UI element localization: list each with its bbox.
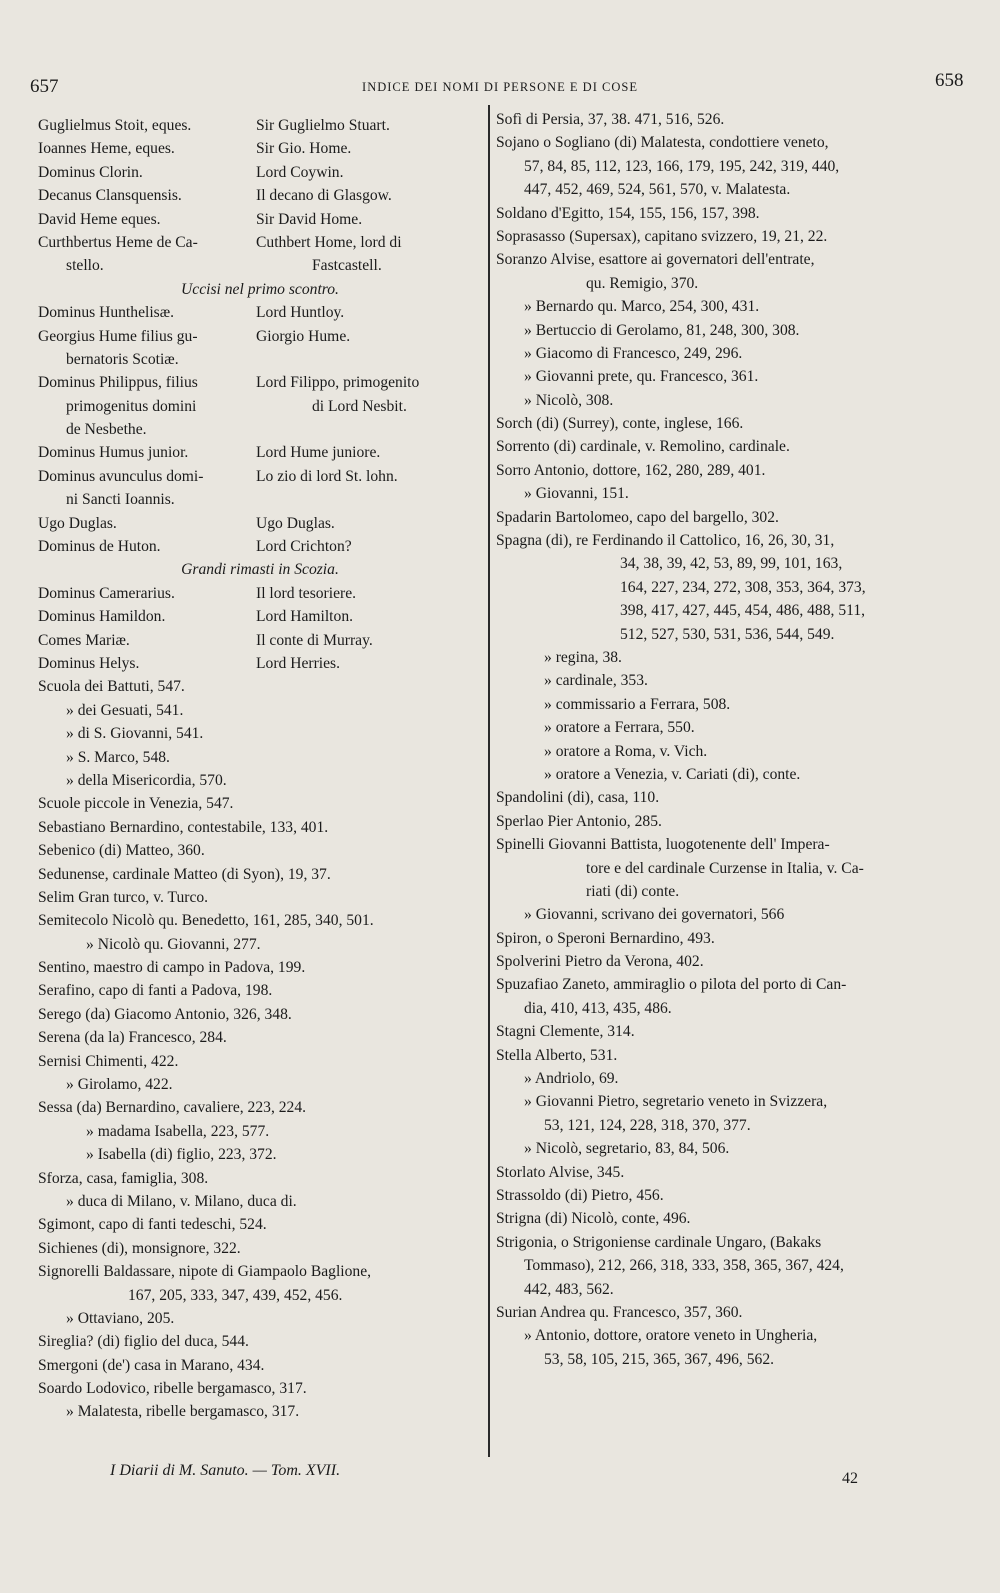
index-entry: Surian Andrea qu. Francesco, 357, 360. <box>496 1303 743 1321</box>
index-entry: Sebastiano Bernardino, contestabile, 133, 401. <box>38 818 329 836</box>
index-entry: Sforza, casa, famiglia, 308. <box>38 1169 209 1187</box>
name-pair-row <box>38 629 482 652</box>
index-entry: 53, 58, 105, 215, 365, 367, 496, 562. <box>544 1350 775 1368</box>
section-heading-remaining: Grandi rimasti in Scozia. <box>181 561 339 579</box>
index-entry: Spadarin Bartolomeo, capo del bargello, 302. <box>496 508 779 526</box>
latin-name: Ugo Duglas. <box>38 514 117 532</box>
index-entry: » Antonio, dottore, oratore veneto in Ungheria, <box>524 1327 818 1345</box>
name-pair-row <box>38 535 482 558</box>
index-entry: Sichienes (di), monsignore, 322. <box>38 1239 241 1257</box>
index-entry: Serafino, capo di fanti a Padova, 198. <box>38 982 273 1000</box>
index-entry: Stella Alberto, 531. <box>496 1046 618 1064</box>
name-pair-row <box>38 371 482 394</box>
index-entry: Serena (da la) Francesco, 284. <box>38 1029 227 1047</box>
latin-name: Dominus Camerarius. <box>38 584 175 602</box>
name-pair-row <box>38 465 482 488</box>
english-name: Il conte di Murray. <box>256 631 373 649</box>
name-pair-row <box>38 652 482 675</box>
index-entry: Scuola dei Battuti, 547. <box>38 678 185 696</box>
english-name <box>284 418 482 441</box>
latin-name: Dominus avunculus domi- <box>38 467 204 485</box>
index-entry: Sentino, maestro di campo in Padova, 199. <box>38 959 306 977</box>
column-divider <box>488 105 490 1457</box>
english-name: Il decano di Glasgow. <box>256 187 392 205</box>
index-entry: Sireglia? (di) figlio del duca, 544. <box>38 1333 249 1351</box>
english-name: Sir David Home. <box>256 210 363 228</box>
index-entry: » Giovanni, scrivano dei governatori, 566 <box>524 906 785 924</box>
index-entry: » cardinale, 353. <box>544 672 648 690</box>
index-entry: Soardo Lodovico, ribelle bergamasco, 317. <box>38 1380 307 1398</box>
name-pair-row <box>38 184 482 207</box>
index-entry: » Giovanni Pietro, segretario veneto in Svizzera, <box>524 1093 828 1111</box>
index-entry: riati (di) conte. <box>586 882 680 900</box>
scottish-names-table-3 <box>38 582 482 676</box>
index-entry: Strigonia, o Strigoniense cardinale Ungaro, (Bakaks <box>496 1233 822 1251</box>
name-pair-row <box>38 231 482 254</box>
index-entry: » della Misericordia, 570. <box>66 771 227 789</box>
index-entry: » Girolamo, 422. <box>66 1076 173 1094</box>
signature-mark: 42 <box>842 1470 858 1487</box>
english-name <box>284 348 482 371</box>
index-entry: » regina, 38. <box>544 648 622 666</box>
english-name: Lord Huntloy. <box>256 304 345 322</box>
latin-name: ni Sancti Ioannis. <box>66 491 175 509</box>
latin-name: primogenitus domini <box>66 397 197 415</box>
page-number-right: 658 <box>935 70 964 91</box>
english-name: Lord Hamilton. <box>256 608 354 626</box>
index-entry: » dei Gesuati, 541. <box>66 701 184 719</box>
latin-name: Comes Mariæ. <box>38 631 130 649</box>
index-entry: » Isabella (di) figlio, 223, 372. <box>86 1146 277 1164</box>
index-entry: » Nicolò, 308. <box>524 391 614 409</box>
english-name: Giorgio Hume. <box>256 327 351 345</box>
index-entry: Sessa (da) Bernardino, cavaliere, 223, 224. <box>38 1099 307 1117</box>
name-pair-row <box>38 395 482 418</box>
name-pair-row <box>38 348 482 371</box>
index-entry: » duca di Milano, v. Milano, duca di. <box>66 1192 297 1210</box>
index-entry: 164, 227, 234, 272, 308, 353, 364, 373, <box>620 578 866 596</box>
latin-name: Dominus de Huton. <box>38 538 161 556</box>
index-entry: » Nicolò, segretario, 83, 84, 506. <box>524 1140 730 1158</box>
index-entry: » Andriolo, 69. <box>524 1070 619 1088</box>
index-entry: Sgimont, capo di fanti tedeschi, 524. <box>38 1216 267 1234</box>
index-entry: Spagna (di), re Ferdinando il Cattolico, 16, 26, 30, 31, <box>496 532 835 550</box>
latin-name: de Nesbethe. <box>66 421 147 439</box>
index-entry: Spuzafiao Zaneto, ammiraglio o pilota del porto di Can- <box>496 976 847 994</box>
index-entry: 447, 452, 469, 524, 561, 570, v. Malatesta. <box>524 181 791 199</box>
index-entry: dia, 410, 413, 435, 486. <box>524 999 672 1017</box>
index-entry: Signorelli Baldassare, nipote di Giampaolo Baglione, <box>38 1263 372 1281</box>
index-entry: Spinelli Giovanni Battista, luogotenente dell' Impera- <box>496 836 830 854</box>
name-pair-row <box>38 301 482 324</box>
name-pair-row <box>38 137 482 160</box>
left-index-entries <box>38 675 482 1424</box>
latin-name: Ioannes Heme, eques. <box>38 140 175 158</box>
scottish-names-table-2 <box>38 301 482 558</box>
index-entry: Soprasasso (Supersax), capitano svizzero, 19, 21, 22. <box>496 227 828 245</box>
running-header: INDICE DEI NOMI DI PERSONE E DI COSE <box>362 80 638 94</box>
index-entry: Spolverini Pietro da Verona, 402. <box>496 953 704 971</box>
latin-name: stello. <box>66 257 104 275</box>
index-entry: Sebenico (di) Matteo, 360. <box>38 842 205 860</box>
index-entry: Stagni Clemente, 314. <box>496 1023 635 1041</box>
index-entry: Semitecolo Nicolò qu. Benedetto, 161, 285, 340, 501. <box>38 912 374 930</box>
english-name: Ugo Duglas. <box>256 514 335 532</box>
name-pair-row <box>38 254 482 277</box>
index-entry: » Giovanni, 151. <box>524 485 629 503</box>
index-entry: » madama Isabella, 223, 577. <box>86 1122 270 1140</box>
index-entry: 167, 205, 333, 347, 439, 452, 456. <box>128 1286 343 1304</box>
index-entry: » di S. Giovanni, 541. <box>66 725 204 743</box>
index-entry: Sernisi Chimenti, 422. <box>38 1052 179 1070</box>
name-pair-row <box>38 605 482 628</box>
index-entry: Serego (da) Giacomo Antonio, 326, 348. <box>38 1005 292 1023</box>
latin-name: Dominus Hamildon. <box>38 608 166 626</box>
index-entry: Scuole piccole in Venezia, 547. <box>38 795 234 813</box>
latin-name: bernatoris Scotiæ. <box>66 350 179 368</box>
english-name: di Lord Nesbit. <box>312 397 407 415</box>
english-name: Il lord tesoriere. <box>256 584 357 602</box>
index-entry: Selim Gran turco, v. Turco. <box>38 888 209 906</box>
page-number-left: 657 <box>30 76 59 97</box>
name-pair-row <box>38 418 482 441</box>
index-entry: Smergoni (de') casa in Marano, 434. <box>38 1356 265 1374</box>
index-entry: Soldano d'Egitto, 154, 155, 156, 157, 398. <box>496 204 760 222</box>
index-entry: Storlato Alvise, 345. <box>496 1163 625 1181</box>
index-entry: Sofì di Persia, 37, 38. 471, 516, 526. <box>496 111 725 128</box>
index-entry: » Bernardo qu. Marco, 254, 300, 431. <box>524 298 760 316</box>
right-column <box>496 108 982 1371</box>
index-entry: tore e del cardinale Curzense in Italia, v. Ca- <box>586 859 864 877</box>
index-entry: qu. Remigio, 370. <box>586 274 699 292</box>
index-entry: Sorrento (di) cardinale, v. Remolino, cardinale. <box>496 438 790 456</box>
index-entry: 398, 417, 427, 445, 454, 486, 488, 511, <box>620 602 866 620</box>
index-entry: » Nicolò qu. Giovanni, 277. <box>86 935 261 953</box>
english-name: Lord Hume juniore. <box>256 444 381 462</box>
index-entry: Strassoldo (di) Pietro, 456. <box>496 1186 664 1204</box>
english-name: Lo zio di lord St. lohn. <box>256 467 398 485</box>
latin-name: Guglielmus Stoit, eques. <box>38 117 192 134</box>
name-pair-row <box>38 325 482 348</box>
latin-name: Decanus Clansquensis. <box>38 187 182 205</box>
index-entry: 34, 38, 39, 42, 53, 89, 99, 101, 163, <box>620 555 843 573</box>
index-entry: » oratore a Roma, v. Vich. <box>544 742 708 760</box>
index-entry: » oratore a Venezia, v. Cariati (di), conte. <box>544 765 801 783</box>
index-entry: Spandolini (di), casa, 110. <box>496 789 660 807</box>
latin-name: Dominus Humus junior. <box>38 444 189 462</box>
index-entry: Sorch (di) (Surrey), conte, inglese, 166. <box>496 415 744 433</box>
name-pair-row <box>38 488 482 511</box>
index-entry: Strigna (di) Nicolò, conte, 496. <box>496 1210 691 1228</box>
index-entry: 53, 121, 124, 228, 318, 370, 377. <box>544 1116 751 1134</box>
index-entry: » Giovanni prete, qu. Francesco, 361. <box>524 368 759 386</box>
index-entry: Sojano o Sogliano (di) Malatesta, condottiere veneto, <box>496 134 829 152</box>
name-pair-row <box>38 582 482 605</box>
english-name: Lord Coywin. <box>256 163 344 181</box>
english-name: Lord Crichton? <box>256 538 352 556</box>
index-entry: Sorro Antonio, dottore, 162, 280, 289, 401. <box>496 461 766 479</box>
latin-name: David Heme eques. <box>38 210 161 228</box>
index-entry: » S. Marco, 548. <box>66 748 170 766</box>
latin-name: Dominus Helys. <box>38 654 140 672</box>
index-entry: » commissario a Ferrara, 508. <box>544 695 731 713</box>
index-entry: 442, 483, 562. <box>524 1280 614 1298</box>
latin-name: Dominus Hunthelisæ. <box>38 304 175 322</box>
section-heading-killed: Uccisi nel primo scontro. <box>181 280 339 298</box>
index-entry: Spiron, o Speroni Bernardino, 493. <box>496 929 715 947</box>
latin-name: Dominus Clorin. <box>38 163 143 181</box>
footer-title: I Diarii di M. Sanuto. — Tom. XVII. <box>110 1462 341 1479</box>
english-name: Lord Filippo, primogenito <box>256 374 420 392</box>
index-entry: Sperlao Pier Antonio, 285. <box>496 812 662 830</box>
index-entry: » oratore a Ferrara, 550. <box>544 719 695 737</box>
index-entry: 512, 527, 530, 531, 536, 544, 549. <box>620 625 835 643</box>
name-pair-row <box>38 441 482 464</box>
index-entry: 57, 84, 85, 112, 123, 166, 179, 195, 242, 319, 440, <box>524 157 840 175</box>
latin-name: Georgius Hume filius gu- <box>38 327 198 345</box>
english-name: Sir Guglielmo Stuart. <box>256 117 390 134</box>
english-name: Sir Gio. Home. <box>256 140 352 158</box>
index-entry: Sedunense, cardinale Matteo (di Syon), 19, 37. <box>38 865 331 883</box>
scottish-names-table-1 <box>38 114 482 278</box>
english-name: Cuthbert Home, lord di <box>256 233 402 251</box>
name-pair-row <box>38 512 482 535</box>
name-pair-row <box>38 114 482 137</box>
latin-name: Curthbertus Heme de Ca- <box>38 233 198 251</box>
latin-name: Dominus Philippus, filius <box>38 374 198 392</box>
right-index-entries <box>496 108 982 1371</box>
index-entry: » Bertuccio di Gerolamo, 81, 248, 300, 308. <box>524 321 800 339</box>
name-pair-row <box>38 208 482 231</box>
name-pair-row <box>38 161 482 184</box>
index-entry: » Malatesta, ribelle bergamasco, 317. <box>66 1403 300 1421</box>
english-name <box>284 488 482 511</box>
index-entry: Soranzo Alvise, esattore ai governatori dell'entrate, <box>496 251 815 269</box>
english-name: Lord Herries. <box>256 654 340 672</box>
english-name: Fastcastell. <box>312 257 382 275</box>
index-entry: » Ottaviano, 205. <box>66 1309 175 1327</box>
index-entry: Tommaso), 212, 266, 318, 333, 358, 365, 367, 424, <box>524 1257 844 1275</box>
index-entry: » Giacomo di Francesco, 249, 296. <box>524 344 743 362</box>
left-column <box>38 114 482 1424</box>
